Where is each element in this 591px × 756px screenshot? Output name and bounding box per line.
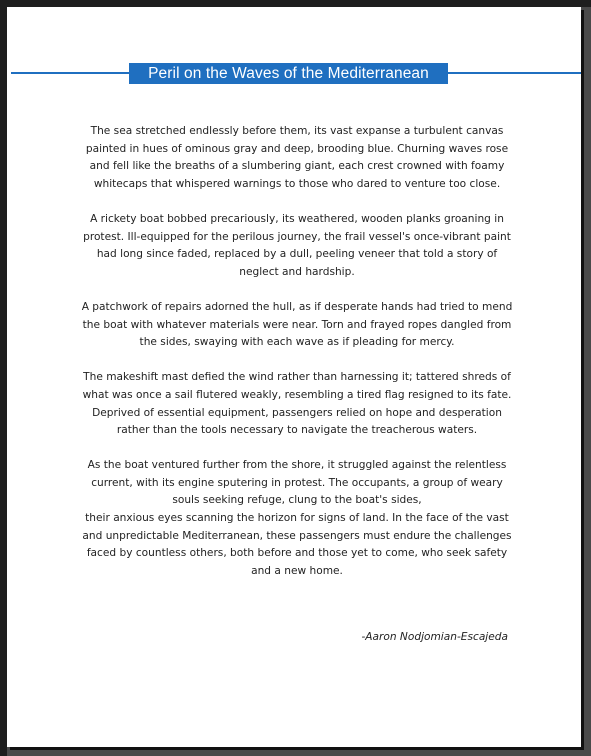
author-signature: -Aaron Nodjomian-Escajeda — [361, 631, 508, 643]
paragraph-2: A rickety boat bobbed precariously, its weathered, wooden planks groaning in protest. Ill-equipped for the perilous journey, the frail vessel's once-vibrant paint had long since faded, replaced by a dull, peeling veneer that told a story of neglect and hardship. — [83, 212, 511, 278]
paragraph-1: The sea stretched endlessly before them, its vast expanse a turbulent canvas painted in hues of ominous gray and deep, brooding blue. Churning waves rose and fell like the breaths of a slumbering giant, each crest crowned with foamy whitecaps that whispered warnings to those who dared to venture too close. — [85, 125, 509, 190]
paragraph-6: their anxious eyes scanning the horizon for signs of land. In the face of the vast and unpredictable Mediterranean, these passengers must endure the challenges faced by countless others, both before and those yet to come, who seek safety and a new home. — [82, 512, 512, 577]
story-body — [77, 123, 517, 580]
page-title: Peril on the Waves of the Mediterranean — [129, 63, 448, 84]
paragraph-5: As the boat ventured further from the shore, it struggled against the relentless current, with its engine sputering in protest. The occupants, a group of weary souls seeking refuge, clung to the boat's sides, — [87, 459, 507, 507]
viewer-frame-top — [0, 0, 591, 7]
paragraph-3: A patchwork of repairs adorned the hull, as if desperate hands had tried to mend the boat with whatever materials were near. Torn and frayed ropes dangled from the sides, swaying with each wave as if pleading for mercy. — [81, 300, 513, 349]
paragraph-4: The makeshift mast defied the wind rather than harnessing it; tattered shreds of what was once a sail flutered weakly, resembling a tired flag resigned to its fate. Deprived of essential equipment, passengers relied on hope and desperation rather than the tools necessary to navigate the treacherous waters. — [82, 371, 512, 437]
viewer-frame-left — [0, 0, 7, 756]
document-page — [7, 7, 581, 747]
